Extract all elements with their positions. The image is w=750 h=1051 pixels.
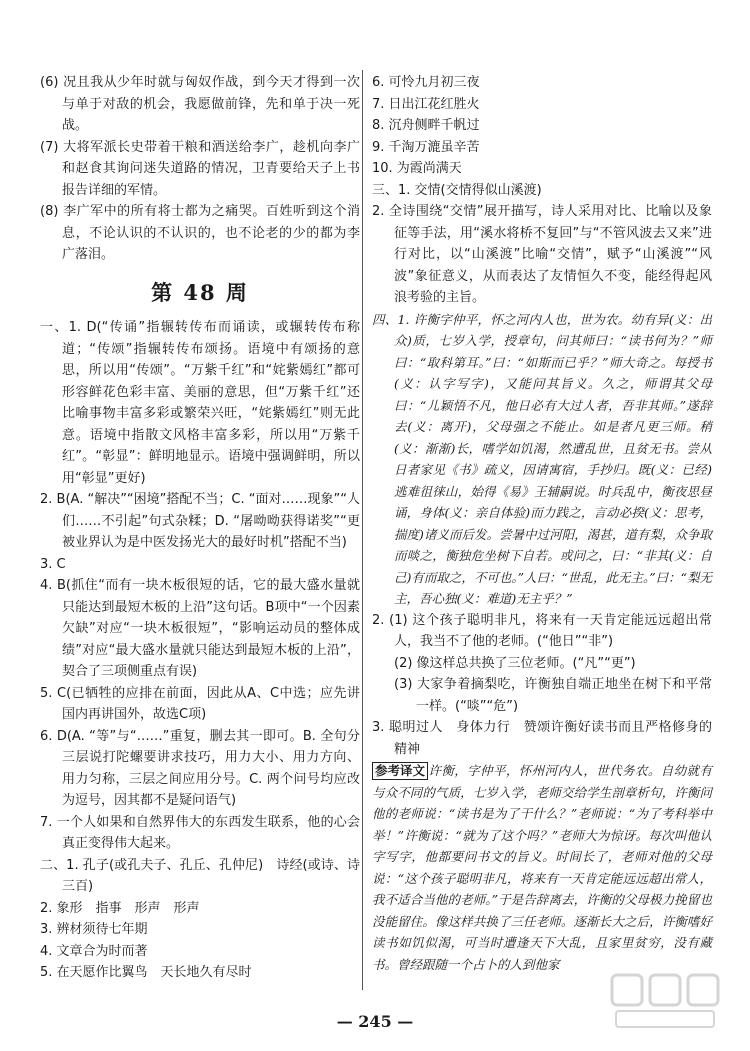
reference-translation-label: 参考译文	[372, 762, 428, 780]
item-2-2: 2. 象形 指事 形声 形声	[40, 900, 200, 916]
prev-item-7: (7) 大将军派长史带着干粮和酒送给李广，趁机向李广和赵食其询问迷失道路的情况，卫青要给天子上书报告详细的军情。	[40, 139, 360, 198]
item-1-1: 一、1. D(“传诵”指辗转传布而诵读，或辗转传布称道；“传颂”指辗转传布颂扬。语境中有颂扬的意思，所以用“传颂”。“万紫千红”和“姹紫嫣红”都可形容鲜花色彩丰富、美丽的意思，但“万紫千红”还比喻事物丰富多彩或繁荣兴旺，“姹紫嫣红”则无此意。语境中指散文风格丰富多彩，所以用“万紫千红”。“彰显”：鲜明地显示。语境中强调鲜明，所以用“彰显”更好)	[40, 320, 360, 486]
reference-translation	[372, 760, 712, 975]
section-4-classical-text: 四、1. 许衡字仲平，怀之河内人也，世为农。幼有异(义：出众)质，七岁入学，授章句，问其师曰：“读书何为？”师曰：“取科第耳。”曰：“如斯而已乎？”师大奇之。每授书(义：认字写字)，又能问其旨义。久之，师谓其父母曰：“儿颖悟不凡，他日必有大过人者，吾非其师。”遂辞去(义：离开)，父母强之不能止。如是者凡更三师。稍(义：渐渐)长，嗜学如饥渴，然遭乱世，且贫无书。尝从日者家见《书》疏义，因请寓宿，手抄归。既(义：已经)逃难徂徕山，始得《易》王辅嗣说。时兵乱中，衡夜思昼诵，身体(义：亲自体验)而力践之，言动必揆(义：思考，揣度)诸义而后发。尝暑中过河阳，渴甚，道有梨，众争取而啖之，衡独危坐树下自若。或问之，曰：“非其(义：自己)有而取之，不可也。”人曰：“世乱，此无主。”曰：“梨无主，吾心独(义：难道)无主乎？”	[372, 311, 712, 606]
item-1-3: 3. C	[40, 556, 66, 572]
item-1-4: 4. B(抓住“而有一块木板很短的话，它的最大盛水量就只能达到最短木板的上沿”这句话。B项中“一个因素欠缺”对应“一块木板很短”，“影响运动员的整体成绩”对应“最大盛水量就只能达到最短木板的上沿”，契合了三项侧重点有误)	[40, 578, 360, 679]
reference-translation-text: 许衡，字仲平，怀州河内人，世代务农。自幼就有与众不同的气质，七岁入学，老师交给学生剖章析句，许衡问他的老师说：“读书是为了干什么？”老师说：“为了考科举中举！”许衡说：“就为了这个吗？”老师大为惊讶。每次叫他认字写字，他都要问书文的旨义。时间长了，老师对他的父母说：“这个孩子聪明非凡，将来有一天肯定能远远超出常人，我不适合当他的老师。”于是告辞离去，许衡的父母极力挽留也没能留住。像这样共换了三任老师。逐渐长大之后，许衡嗜好读书如饥似渴，可当时遭逢天下大乱，且家里贫穷，没有藏书。曾经跟随一个占卜的人到他家	[372, 763, 712, 972]
item-4-2-2: (2) 像这样总共换了三位老师。(“凡”“更”)	[394, 655, 636, 671]
item-2-3: 3. 辨材须待七年期	[40, 922, 148, 937]
item-2-9: 9. 千淘万漉虽辛苦	[372, 139, 480, 155]
item-1-7: 7. 一个人如果和自然界伟大的东西发生联系，他的心会真正变得伟大起来。	[40, 814, 360, 851]
item-4-2-3: (3) 大家争着摘梨吃，许衡独自端正地坐在树下和平常一样。(“啖”“危”)	[394, 677, 712, 714]
right-column	[372, 72, 712, 975]
item-1-5: 5. C(已牺牲的应排在前面，因此从A、C中选；应先讲国内再讲国外，故选C项)	[40, 685, 360, 722]
item-2-8: 8. 沉舟侧畔千帆过	[372, 118, 480, 133]
item-2-5: 5. 在天愿作比翼鸟 天长地久有尽时	[40, 965, 252, 980]
prev-item-8: (8) 李广军中的所有将士都为之痛哭。百姓听到这个消息，不论认识的不认识的，也不论老的少的都为李广落泪。	[40, 204, 360, 262]
item-4-3: 3. 聪明过人 身体力行 赞颂许衡好读书而且严格修身的精神	[372, 720, 712, 757]
item-4-2-1: 2. (1) 这个孩子聪明非凡，将来有一天肯定能远远超出常人，我当不了他的老师。(“他日”“非”)	[372, 612, 712, 649]
item-3-1: 三、1. 交情(交情得似山溪渡)	[372, 182, 542, 198]
item-2-10: 10. 为霞尚满天	[372, 161, 462, 176]
prev-item-6: (6) 况且我从少年时就与匈奴作战，到今天才得到一次与单于对敌的机会，我愿做前锋，先和单于决一死战。	[40, 75, 360, 133]
item-3-2: 2. 全诗围绕“交情”展开描写，诗人采用对比、比喻以及象征等手法，用“溪水将桥不复回”与“不管风波去又来”进行对比，以“山溪渡”比喻“交情”，赋予“山溪渡”“风波”象征意义，从而表达了友情恒久不变，能经得起风浪考验的主旨。	[372, 204, 712, 305]
item-2-7: 7. 日出江花红胜火	[372, 96, 480, 112]
item-2-1: 二、1. 孔子(或孔夫子、孔丘、孔仲尼) 诗经(或诗、诗三百)	[40, 857, 360, 894]
footer-dash-right: —	[397, 1012, 414, 1031]
watermark-logo-icon	[610, 971, 720, 1033]
item-1-2: 2. B(A. “解决”“困境”搭配不当；C. “面对……现象”“人们……不引起”句式杂糅；D. “屠呦呦获得诺奖”“更被业界认为是中医发扬光大的最好时机”搭配不当)	[40, 492, 360, 550]
footer-dash-left: —	[336, 1012, 353, 1031]
left-column	[40, 72, 360, 984]
item-1-6: 6. D(A. “等”与“……”重复，删去其一即可。B. 全句分三层说打陀螺要讲求技巧，用力大小、用力方向、用力匀称，三层之间应用分号。C. 两个问号均应改为逗号，因其都不是疑问语气)	[40, 728, 360, 808]
column-divider	[362, 70, 363, 990]
week-title: 第 48 周	[151, 279, 249, 305]
item-2-6: 6. 可怜九月初三夜	[372, 75, 480, 90]
item-2-4: 4. 文章合为时而著	[40, 943, 148, 959]
page-number: 245	[358, 1012, 392, 1031]
